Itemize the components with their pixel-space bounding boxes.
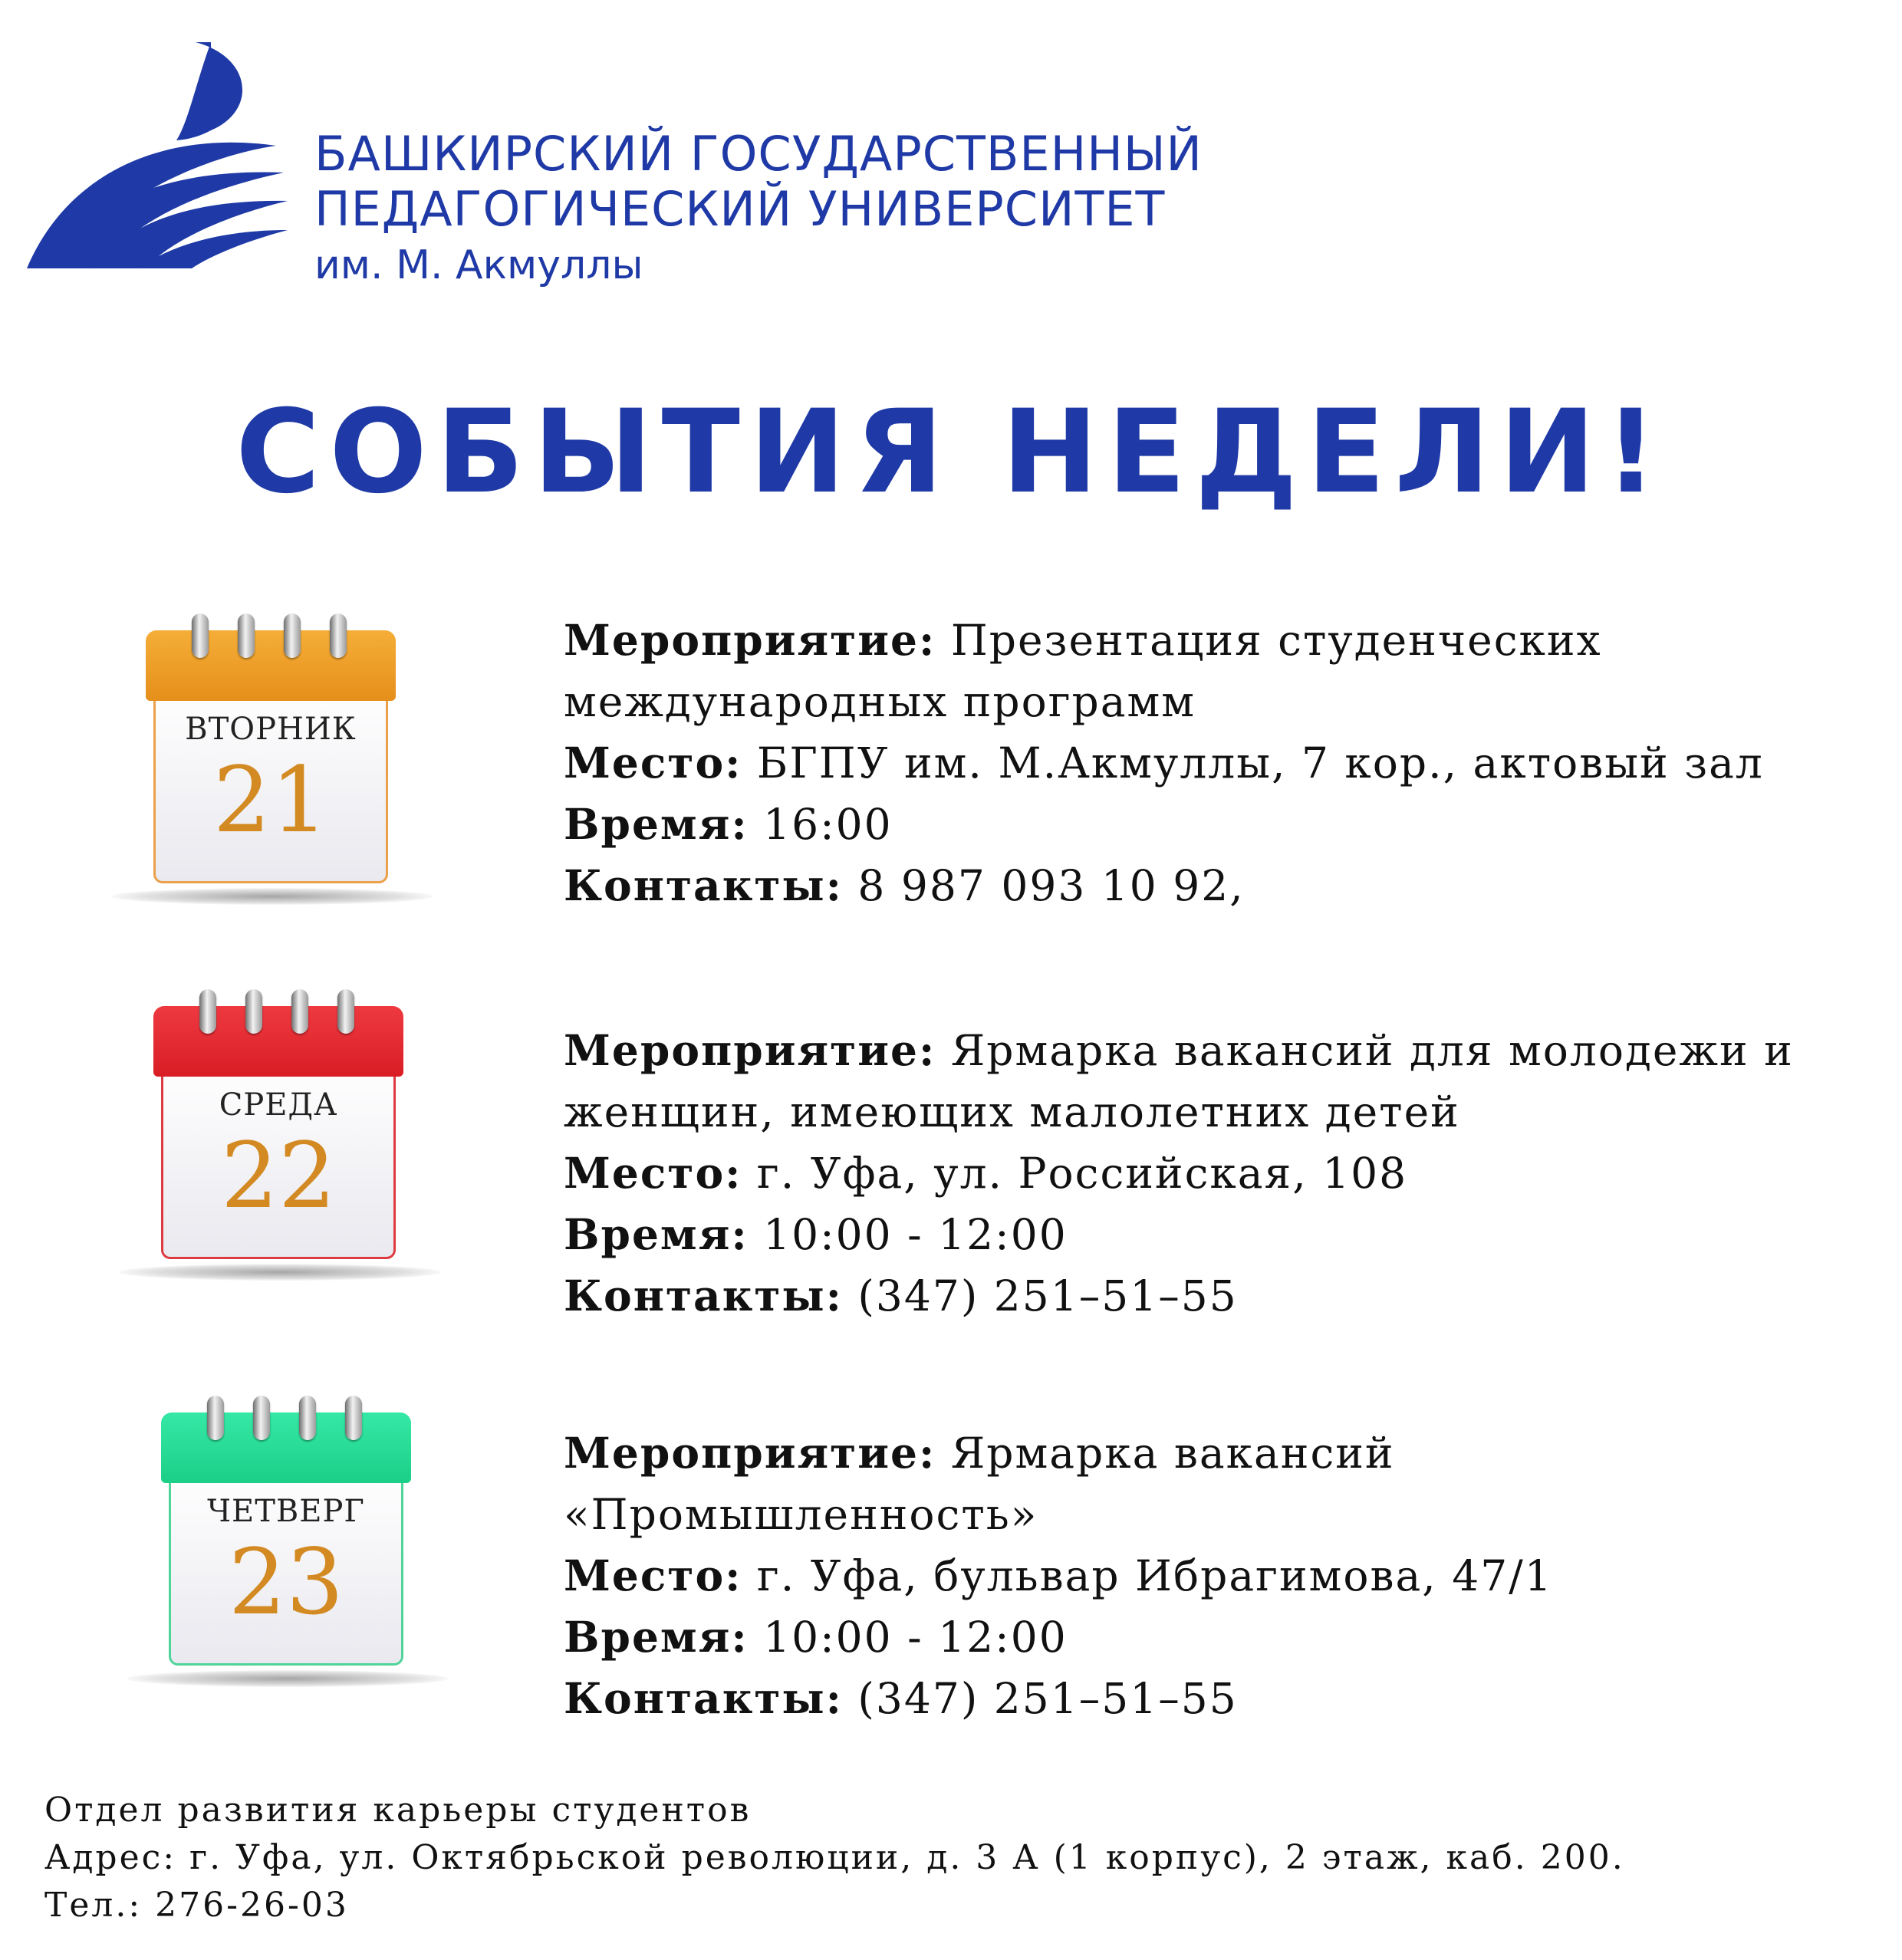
time-label: Время: xyxy=(564,1612,749,1662)
event-time-row xyxy=(564,1606,1883,1668)
place-value: БГПУ им. М.Акмуллы, 7 кор., актовый зал xyxy=(756,738,1764,788)
event-label: Мероприятие: xyxy=(564,1428,936,1478)
contacts-value: (347) 251–51–55 xyxy=(857,1674,1238,1723)
time-value: 16:00 xyxy=(763,800,893,849)
calendar-ring-icon xyxy=(337,989,354,1034)
event-details-2 xyxy=(564,1020,1883,1327)
university-logo xyxy=(23,38,291,276)
event-place-row xyxy=(564,1545,1883,1606)
calendar-weekday: ВТОРНИК xyxy=(185,712,357,747)
calendar-icon-tuesday xyxy=(146,613,399,890)
event-contacts-row xyxy=(564,1265,1883,1327)
event-value: Презентация студенческих международных программ xyxy=(564,616,1602,726)
calendar-header-band xyxy=(146,630,396,701)
event-contacts-row xyxy=(564,855,1883,916)
event-time-row xyxy=(564,1204,1883,1265)
contacts-label: Контакты: xyxy=(564,860,843,910)
university-name xyxy=(314,127,1203,292)
calendar-ring-icon xyxy=(291,989,308,1034)
calendar-ring-icon xyxy=(284,613,301,658)
place-label: Место: xyxy=(564,738,742,788)
calendar-ring-icon xyxy=(192,613,209,658)
contacts-value: 8 987 093 10 92, xyxy=(857,861,1245,910)
footer-department: Отдел развития карьеры студентов xyxy=(44,1791,752,1830)
place-value: г. Уфа, ул. Российская, 108 xyxy=(756,1149,1408,1198)
event-name-row xyxy=(564,1020,1883,1143)
calendar-shadow xyxy=(127,1670,449,1687)
contacts-label: Контакты: xyxy=(564,1271,843,1320)
event-place-row xyxy=(564,1143,1883,1204)
event-label: Мероприятие: xyxy=(564,1025,936,1075)
event-place-row xyxy=(564,732,1883,794)
footer-address: Адрес: г. Уфа, ул. Октябрьской революции, д. 3 А (1 корпус), 2 этаж, каб. 200. xyxy=(44,1838,1625,1877)
calendar-day-number: 21 xyxy=(212,747,329,853)
university-name-line2: ПЕДАГОГИЧЕСКИЙ УНИВЕРСИТЕТ xyxy=(314,181,1166,237)
calendar-icon-wednesday xyxy=(153,989,406,1265)
time-value: 10:00 - 12:00 xyxy=(763,1613,1068,1662)
calendar-day-number: 22 xyxy=(220,1123,337,1228)
page-title: СОБЫТИЯ НЕДЕЛИ! xyxy=(235,386,1667,519)
place-label: Место: xyxy=(564,1148,742,1198)
calendar-header-band xyxy=(153,1006,403,1077)
calendar-icon-thursday xyxy=(161,1396,414,1672)
calendar-ring-icon xyxy=(238,613,255,658)
time-label: Время: xyxy=(564,1209,749,1259)
place-value: г. Уфа, бульвар Ибрагимова, 47/1 xyxy=(756,1551,1553,1600)
event-details-1 xyxy=(564,610,1883,916)
calendar-header-band xyxy=(161,1412,411,1483)
event-value: Ярмарка вакансий для молодежи и женщин, имеющих малолетних детей xyxy=(564,1026,1794,1136)
contacts-value: (347) 251–51–55 xyxy=(857,1271,1238,1320)
calendar-shadow xyxy=(119,1264,441,1281)
calendar-ring-icon xyxy=(199,989,216,1034)
event-label: Мероприятие: xyxy=(564,615,936,665)
footer-contact-info xyxy=(44,1787,1625,1929)
university-name-line3: им. М. Акмуллы xyxy=(314,242,643,288)
contacts-label: Контакты: xyxy=(564,1673,843,1723)
calendar-ring-icon xyxy=(330,613,347,658)
calendar-ring-icon xyxy=(207,1396,224,1440)
calendar-ring-icon xyxy=(245,989,262,1034)
calendar-ring-icon xyxy=(253,1396,270,1440)
event-value: Ярмарка вакансий «Промышленность» xyxy=(564,1429,1395,1539)
calendar-day-number: 23 xyxy=(228,1529,344,1635)
calendar-shadow xyxy=(111,888,433,905)
calendar-weekday: СРЕДА xyxy=(219,1087,338,1123)
event-contacts-row xyxy=(564,1668,1883,1729)
place-label: Место: xyxy=(564,1551,742,1600)
event-details-3 xyxy=(564,1422,1883,1729)
calendar-ring-icon xyxy=(299,1396,316,1440)
footer-phone: Тел.: 276-26-03 xyxy=(44,1886,349,1925)
time-label: Время: xyxy=(564,799,749,849)
calendar-weekday: ЧЕТВЕРГ xyxy=(207,1494,365,1529)
event-name-row xyxy=(564,610,1883,732)
event-name-row xyxy=(564,1422,1883,1545)
time-value: 10:00 - 12:00 xyxy=(763,1210,1068,1259)
event-time-row xyxy=(564,794,1883,855)
university-name-line1: БАШКИРСКИЙ ГОСУДАРСТВЕННЫЙ xyxy=(314,126,1203,182)
calendar-ring-icon xyxy=(345,1396,362,1440)
